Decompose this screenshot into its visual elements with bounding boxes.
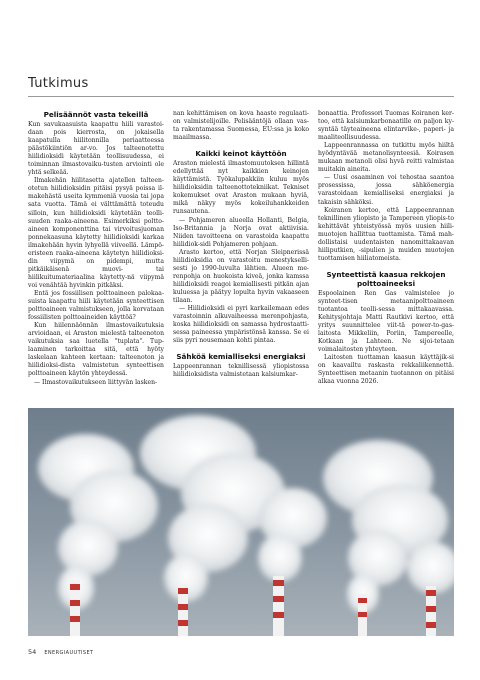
magazine-name: ENERGIAUUTISET (44, 650, 94, 656)
section-divider (28, 96, 454, 97)
paragraph: Entä jos fossiilisen polttoaineen palokaa-suista kaapattu hiili käytetään synteettisen polttoaineen valmistukseen, jolla korvataan fossiilisten polttoaineiden käyttöä? (28, 289, 164, 322)
paragraph: Kun hiilennäönnän ilmastovaikutuksia arvioidaan, ei Araston mielestä talteenoton vaikutuksia saa luetella "tuplata". Tup-laaminen tarkoittaa sitä, että hyöty laskelaan kahteen kertaan: talteenoton ja hiilidioksi-dista valmistetun synteettisen polttoaineen käytön yhteydessä. (28, 322, 164, 378)
paragraph: Koiranen kertoo, että Lappeenrannan teknillinen yliopisto ja Tampereen yliopis-to kehittävät yhteistyössä myös uusien hiili-muotojen hallittua tuottamista. Tämä mah-dollistaisi uudentaisten nanomittakaavan hiiliputkien, -sipulien ja muiden muotojen tuottamisen hiiliatomeista. (318, 206, 454, 262)
paragraph: Kun savukaasuista kaapattu hiili varastoi-daan pois kierrosta, on jokaisella kaapatulla hiilitonnilla periaatteessa päästökiintiön ar-vo. Jos talteenotettu hiilidioksidi käytetään teollisuudessa, ei toiminnan ilmastovaiku-tusten arviointi ole yhtä selkeää. (28, 121, 164, 177)
paragraph: Espoolainen Ren Gas valmistelee jo synteet-tisen metaanipolttoaineen tuotantoa teolli-sessa mittakaavassa. Kehitysjohtaja Matti Rautkivi kertoo, että yritys suunnittelee viit-tä power-to-gas-laitosta Mikkeliin, Poriin, Tampereelle, Kotkaan ja Lahteen. Ne sijoi-tetaan voimalaitosten yhteyteen. (318, 289, 454, 354)
subheading-rules: Pelisäännöt vasta tekeillä (43, 110, 149, 119)
smokestacks-photo (28, 408, 454, 636)
paragraph: — Hiilidioksidi ei pyri karkailemaan edes varastoinnin alkuvaiheessa merenpohjasta, koska hiilidioksidi on samassa hydrostaatti-sessa paineessa ympäristönsä kanssa. Se ei siis pyri nousemaan kohti pintaa. (173, 305, 309, 345)
paragraph: Lappeenrannassa on tutkittu myös hiiltä hyödyntävää metanolisynteesiä. Koirasen mukaan metanoli olisi hyvä reitti valmistaa muitakin aineita. (318, 142, 454, 174)
paragraph: Ilmakehän hiilitasetta ajatellen talteen-otetun hiilidioksidin pitäisi pysyä poissa il-makehästä useita kymmeniä vuosia tai jopa sata vuotta. Tämä ei välttämättä toteudu silloin, kun hiilidioksidi käytetään teolli-suuden raaka-aineena. Esimerkiksi poltto-aineen komponenttina tai virvoitusjuoman ponnekaasuna käytetty hiilidioksidi karkaa ilmakehään hyvin lyhyellä viiveellä. Lämpö-eristeen raaka-aineena käytetyn hiilidioksi-din viipymä on pidempi, mutta pitkäikäisenä muovi- tai hiilikuitumateriaalina käytetty-nä viipymä voi venähtää hyvinkin pitkäksi. (28, 177, 164, 289)
paragraph: — Ilmastovaikutukseen liittyvän lasken- (34, 378, 158, 386)
paragraph: — Pohjameren alueella Hollanti, Belgia, Iso-Britannia ja Norja ovat aktiivisia. Niiden tavoitteena on varastoida kaapattu hiilidiok-sidi Pohjameren pohjaan. (173, 216, 309, 248)
paragraph: Arasto kertoo, että Norjan Sleipnerissä hiilidioksidia on varastoitu menestykselli-sesti jo 1990-luvulta lähtien. Alueen me-renpohja on huokoista kiveä, jonka kamssa hiilidioksidi reagoi kemiallisesti pitkän ajan kuluessa ja päätyy lopulta hyvin vakaaseen tilaan. (173, 248, 309, 304)
paragraph: bonaattia. Professori Tuomas Koiranen ker-too, että kalsiumkarbonaatille on paljon ky-syntää täyteaineena elintarvike-, paperi- ja maaliteollisuudessa. (318, 110, 454, 142)
page-footer (28, 648, 94, 656)
subheading-synthetic-gas: Synteettistä kaasua rekkojen polttoaineeksi (326, 269, 446, 288)
paragraph: Araston mielestä ilmastomuutoksen hillintä edellyttää nyt kaikkien keinojen käyttämistä. Työkalupakkiin kuluu myös hiilidioksidin talteenottotekniikat. Tekniset kokemukset ovat Araston mukaan hyviä, mikä näkyy myös kokeiluhankkeiden runsautena. (173, 160, 309, 216)
article-column-2 (173, 110, 309, 406)
article-column-3 (318, 110, 454, 406)
article-column-1 (28, 110, 164, 406)
paragraph: Lappeenrannan teknillisessä yliopistossa hiilidioksidista valmistetaan kalsiumkar- (173, 363, 309, 379)
paragraph: Laitosten tuottaman kaasun käyttäjik-si on kaavailtu raskasta rekkaliikennettä. Synteettisen metaanin tuotannon on pitäisi alkaa vuonna 2026. (318, 354, 454, 386)
paragraph: nan kehittämisen on kova haaste regulaati-on valmistelijoille. Pelisääntöjä ollaan vas-ta rakentamassa Suomessa, EU:ssa ja koko maailmassa. (173, 110, 309, 142)
page-number: 54 (28, 648, 37, 656)
subheading-chemical-energy: Sähköä kemialliseksi energiaksi (176, 352, 306, 362)
paragraph: — Uusi osaaminen voi tehostaa saantoa prosessissa, jossa sähköenergia varastoidaan kemialliseksi energiaksi ja takaisin sähköksi. (318, 174, 454, 206)
section-title: Tutkimus (28, 76, 89, 91)
subheading-all-means: Kaikki keinot käyttöön (195, 149, 287, 159)
